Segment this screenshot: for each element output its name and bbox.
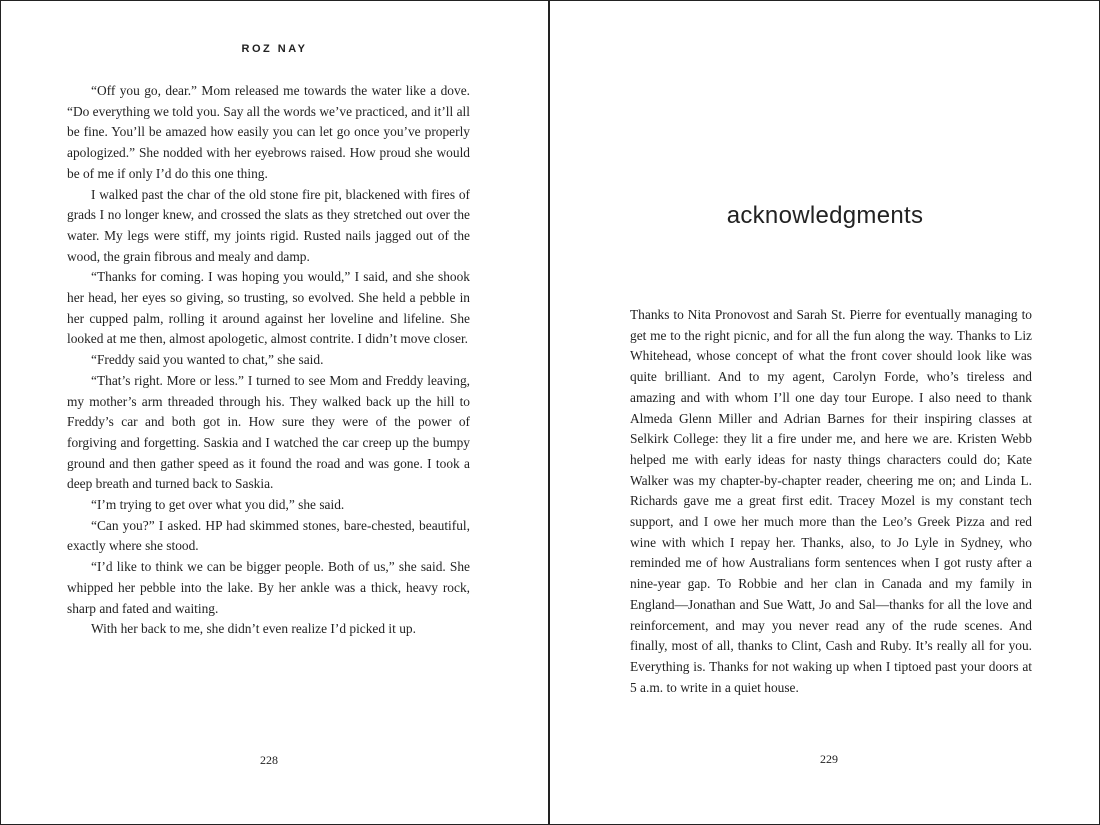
paragraph: “Off you go, dear.” Mom released me towards the water like a dove. “Do everything we told you. Say all the words we’ve practiced, and it’ll all be fine. You’ll be amazed how easily you can let go once you’ve properly apologized.” She nodded with her eyebrows raised. How proud she would be of me if only I’d do this one thing. [67,83,470,181]
paragraph: “I’m trying to get over what you did,” she said. [91,497,345,513]
paragraph: With her back to me, she didn’t even realize I’d picked it up. [91,621,416,637]
paragraph: “Thanks for coming. I was hoping you would,” I said, and she shook her head, her eyes so giving, so trusting, so evolved. She held a pebble in her cupped palm, rolling it around against her loveline and lifeline. She looked at me then, almost apologetic, almost contrite. I didn’t move closer. [67,269,470,347]
paragraph: “I’d like to think we can be bigger people. Both of us,” she said. She whipped her pebble into the lake. By her ankle was a thick, heavy rock, sharp and fated and waiting. [67,559,470,616]
paragraph: “That’s right. More or less.” I turned to see Mom and Freddy leaving, my mother’s arm threaded through his. They walked back up the hill to Freddy’s car and both got in. How sure they were of the power of forgiving and forgetting. Saskia and I watched the car creep up the bumpy ground and then gather speed as it found the road and was gone. I took a deep breath and turned back to Saskia. [67,372,470,492]
running-head: ROZ NAY [241,43,308,55]
left-page-text [67,81,470,640]
page-number-right: 229 [820,752,838,766]
paragraph: “Can you?” I asked. HP had skimmed stones, bare-chested, beautiful, exactly where she stood. [67,517,470,554]
page-number-left: 228 [260,753,278,767]
paragraph: Thanks to Nita Pronovost and Sarah St. Pierre for eventually managing to get me to the right picnic, and for all the fun along the way. Thanks to Liz Whitehead, whose concept of what the front cover should look like was quite brilliant. And to my agent, Carolyn Forde, who’s tireless and amazing and with whom I’ll one day tour Europe. I also need to thank Almeda Glenn Miller and Adrian Barnes for their inspiring classes at Selkirk College: they lit a fire under me, and here we are. Kristen Webb helped me with early ideas for nasty things characters could do; Kate Walker was my chapter-by-chapter reader, cheering me on; and Linda L. Richards gave me a great first edit. Tracey Mozel is my constant tech support, and I owe her much more than the Leo’s Greek Pizza and red wine with which I repay her. Thanks, also, to Jo Lyle in Sydney, who reminded me of how Australians form sentences when I got rusty after a nine-year gap. To Robbie and her clan in Canada and my family in England—Jonathan and Sue Watt, Jo and Sal—thanks for all the love and reinforcement, and may you never read any of the rude scenes. And finally, most of all, thanks to Clint, Cash and Ruby. It’s really all for you. Everything is. Thanks for not waking up when I tiptoed past your doors at 5 a.m. to write in a quiet house. [630,307,1032,695]
paragraph: “Freddy said you wanted to chat,” she said. [91,352,324,368]
acknowledgments-text [630,305,1032,698]
chapter-title: acknowledgments [726,202,924,229]
paragraph: I walked past the char of the old stone fire pit, blackened with fires of grads I no longer knew, and crossed the slats as they stretched out over the water. My legs were stiff, my joints rigid. Rusted nails jagged out of the wood, the grain fibrous and mealy and damp. [67,186,470,264]
